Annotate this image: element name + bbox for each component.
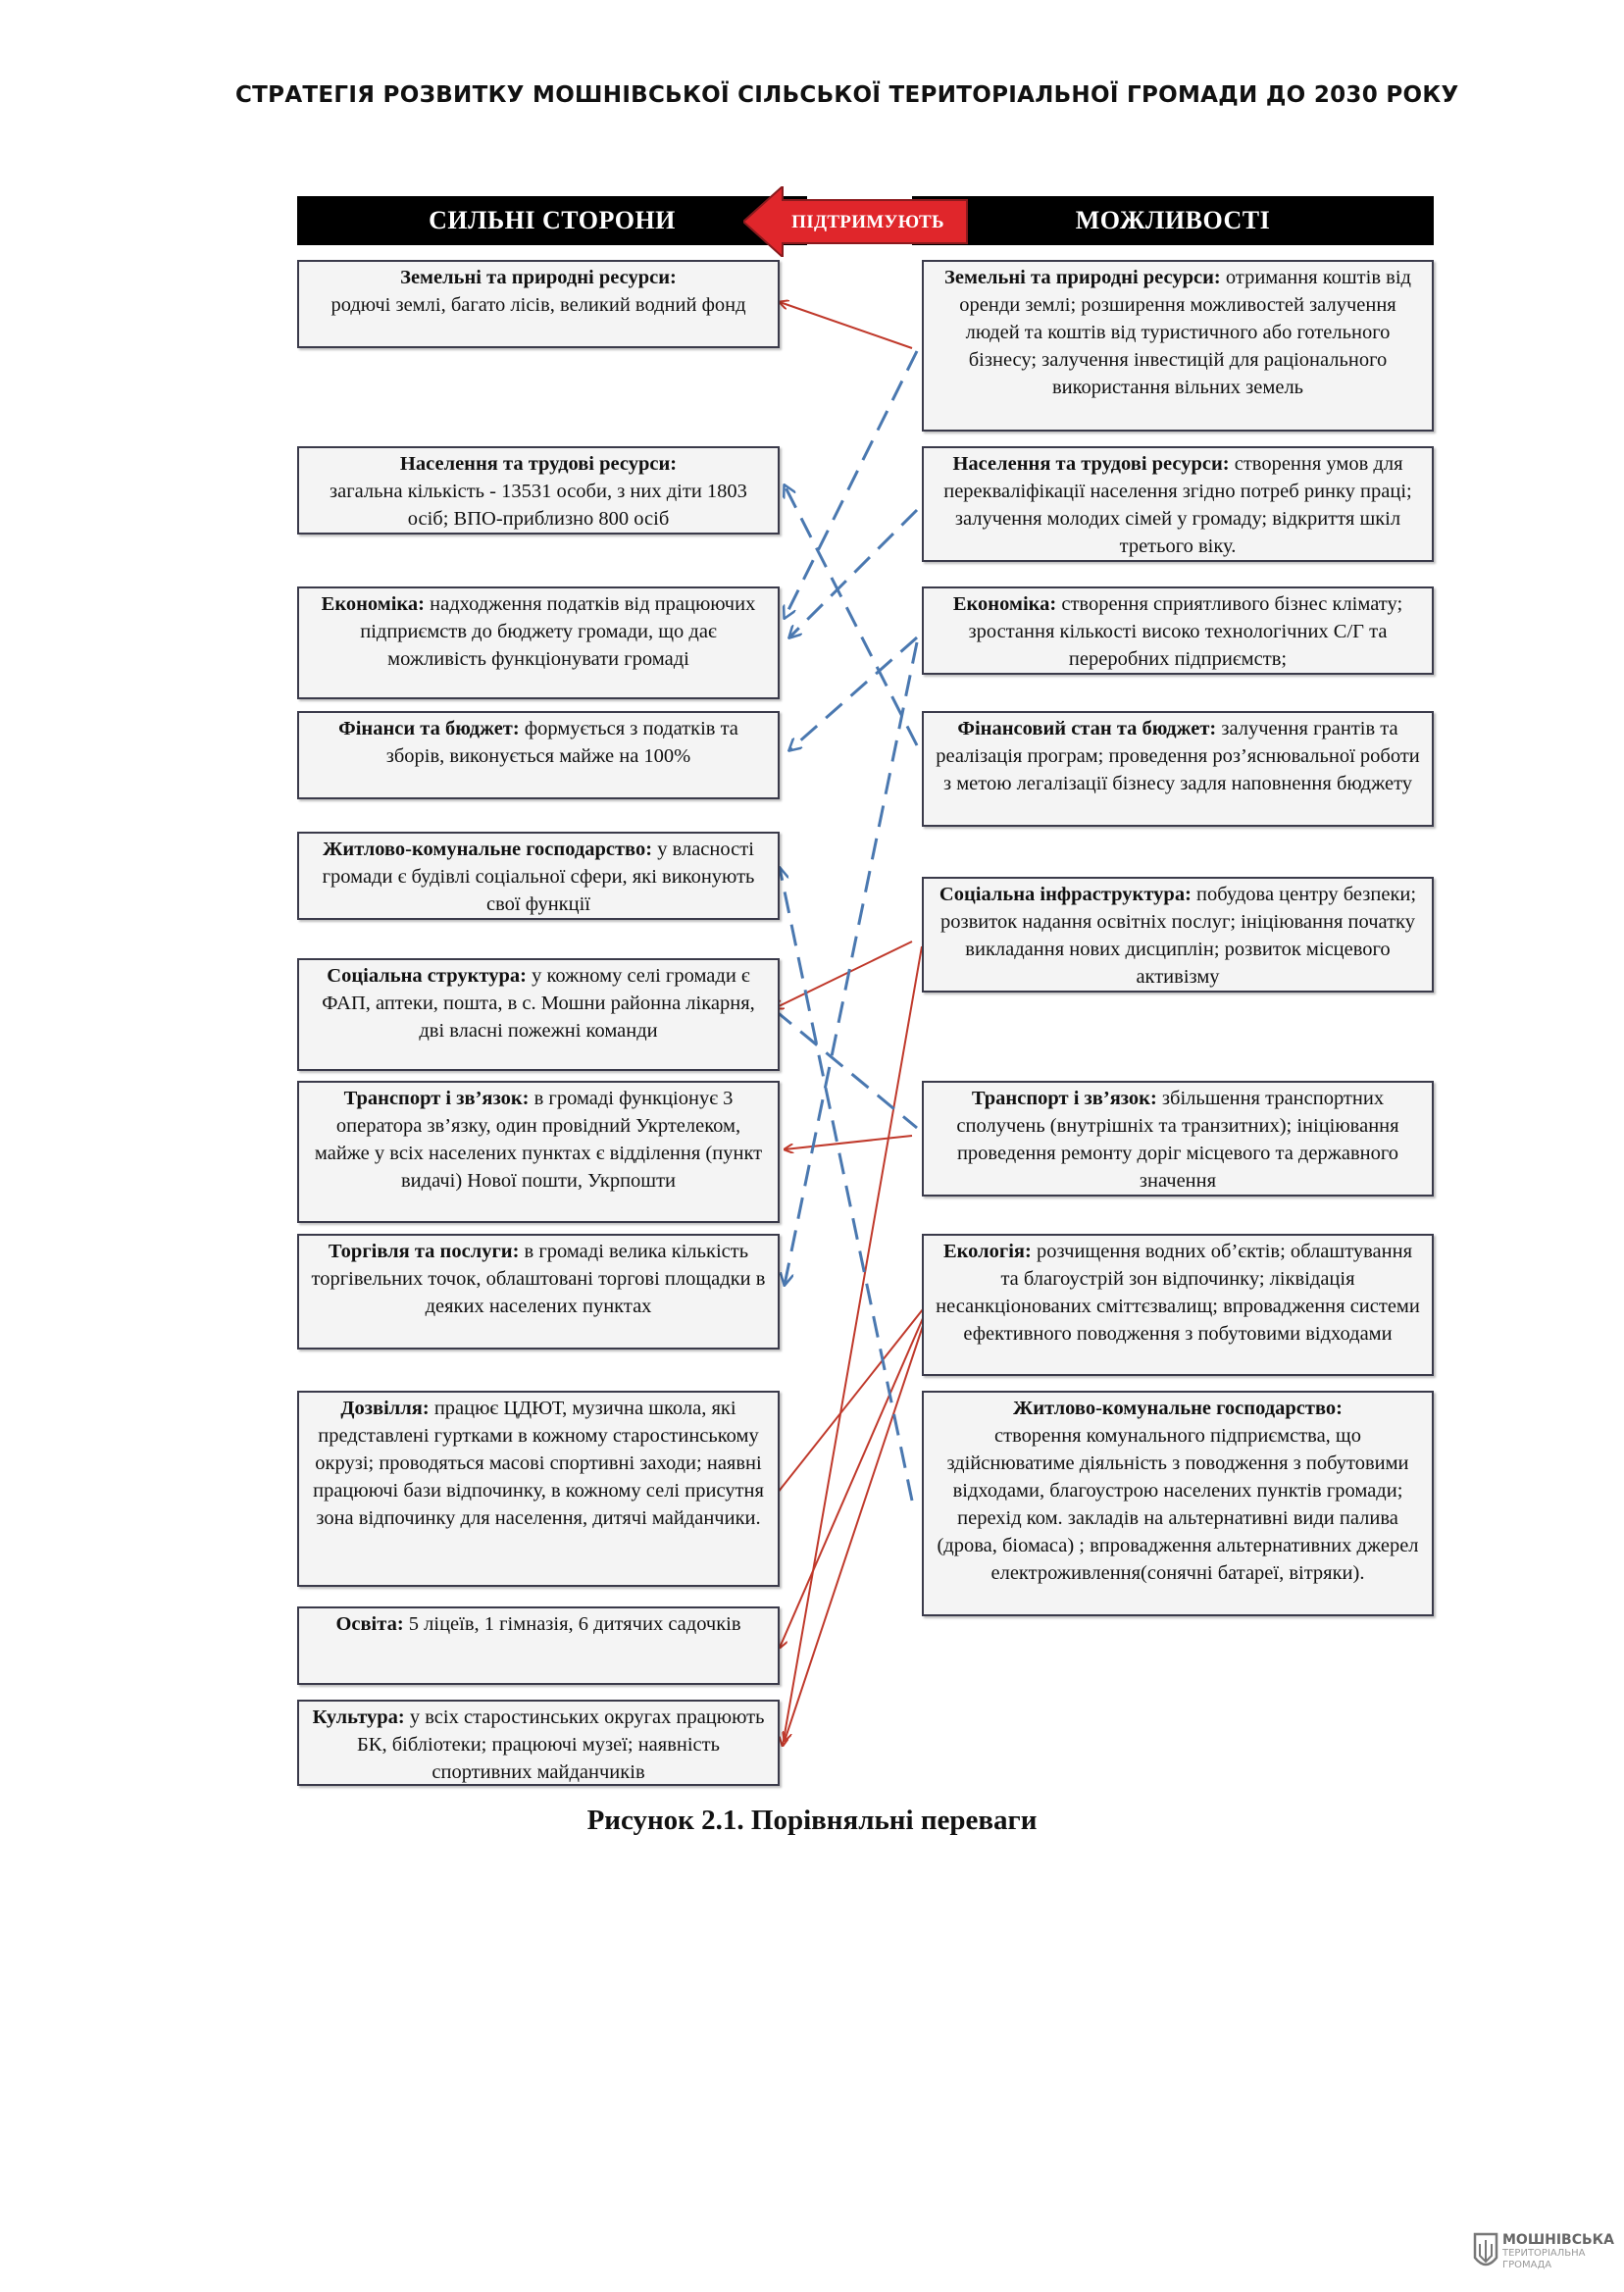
link-red [785,1314,927,1741]
page-header: СТРАТЕГІЯ РОЗВИТКУ МОШНІВСЬКОЇ СІЛЬСЬКОЇ ТЕРИТОРІАЛЬНОЇ ГРОМАДИ ДО 2030 РОКУ [235,82,1459,108]
link-blue [789,510,917,637]
opportunity-text: отримання коштів від оренди землі; розширення можливостей залучення людей та коштів від туристичного або готельного бізнесу; залучення інвестицій для раціонального використання вільних земель [959,267,1411,398]
link-blue [785,642,917,1285]
opportunity-title: Земельні та природні ресурси: [944,267,1221,288]
strength-title: Земельні та природні ресурси: [400,267,677,288]
strengths-column-title: СИЛЬНІ СТОРОНИ [297,196,807,245]
strength-text: родючі землі, багато лісів, великий водний фонд [330,294,746,316]
opportunity-box-housing [922,1391,1434,1616]
strength-title: Торгівля та послуги: [328,1241,520,1262]
strength-box-culture [297,1700,780,1786]
opportunity-title: Транспорт і зв’язок: [971,1088,1157,1109]
strength-box-leisure [297,1391,780,1587]
strength-text: 5 ліцеїв, 1 гімназія, 6 дитячих садочків [408,1613,741,1635]
strength-text: в громаді велика кількість торгівельних точок, облаштовані торгові площадки в деяких населених пунктах [311,1241,766,1317]
opportunities-column-title: МОЖЛИВОСТІ [912,196,1434,245]
strength-box-finance [297,711,780,799]
support-label: ПІДТРИМУЮТЬ [791,212,944,232]
strength-title: Дозвілля: [340,1398,430,1419]
strength-box-transport [297,1081,780,1223]
link-blue [775,1010,917,1128]
opportunity-box-economy [922,586,1434,675]
strength-box-economy [297,586,780,699]
opportunity-title: Фінансовий стан та бюджет: [957,718,1217,739]
opportunity-text: побудова центру безпеки; розвиток надання освітніх послуг; ініціювання початку викладання нових дисциплін; розвиток місцевого активізму [940,884,1417,988]
opportunity-title: Економіка: [952,593,1057,615]
strength-text: у всіх старостинських округах працюють БК, бібліотеки; працюючі музеї; наявність спортивних майданчиків [357,1706,765,1783]
strength-text: в громаді функціонує 3 оператора зв’язку, один провідний Укртелеком, майже у всіх населених пунктах є відділення (пункт видачі) Нової пошти, Укрпошти [314,1088,763,1192]
link-blue [785,485,917,745]
brand-name: МОШНІВСЬКА [1502,2232,1614,2248]
opportunity-text: створення сприятливого бізнес клімату; зростання кількості високо технологічних С/Г та переробних підприємств; [968,593,1403,670]
link-red [785,1136,912,1149]
link-red [783,946,922,1746]
brand-subtitle: ТЕРИТОРІАЛЬНА ГРОМАДА [1502,2248,1586,2270]
strength-text: працює ЦДЮТ, музична школа, які представлені гуртками в кожному старостинському окрузі; проводяться масові спортивні заходи; наявні працюючі бази відпочинку, в кожному селі присутня зона відпочинку для населення, дитячі майданчики. [313,1398,764,1529]
link-red [770,1304,927,1503]
opportunity-text: створення комунального підприємства, що здійснюватиме діяльність з поводження з побутовими відходами, благоустрою населених пунктів громади; перехід ком. закладів на альтернативні види палива (дрова, біомаса) ; впровадження альтернативних джерел електроживлення(сонячні батареї, вітряки). [937,1425,1419,1584]
strength-text: формується з податків та зборів, виконується майже на 100% [385,718,738,767]
opportunity-box-ecology [922,1234,1434,1376]
strength-text: у кожному селі громади є ФАП, аптеки, пошта, в с. Мошни районна лікарня, дві власні пожежні команди [322,965,755,1042]
link-blue [785,351,917,618]
strength-box-trade [297,1234,780,1350]
strength-title: Соціальна структура: [327,965,527,987]
strength-title: Фінанси та бюджет: [338,718,520,739]
opportunity-box-social-infra [922,877,1434,993]
strength-box-social [297,958,780,1071]
strength-title: Освіта: [335,1613,404,1635]
opportunity-box-transport [922,1081,1434,1197]
opportunity-text: створення умов для перекваліфікації населення згідно потреб ринку праці; залучення молодих сімей у громаду; відкриття шкіл третього віку. [943,453,1412,557]
opportunity-box-population [922,446,1434,562]
opportunity-text: збільшення транспортних сполучень (внутрішніх та транзитних); ініціювання проведення ремонту доріг місцевого та державного значення [956,1088,1399,1192]
strength-title: Транспорт і зв’язок: [343,1088,530,1109]
opportunity-title: Соціальна інфраструктура: [939,884,1192,905]
strength-box-land [297,260,780,348]
link-red [775,942,912,1008]
opportunity-box-finance [922,711,1434,827]
opportunity-text: залучення грантів та реалізація програм; проведення роз’яснювальної роботи з метою легалізації бізнесу задля наповнення бюджету [936,718,1420,794]
link-red [780,1309,927,1648]
opportunity-box-land [922,260,1434,432]
strength-text: загальна кількість - 13531 особи, з них діти 1803 осіб; ВПО-приблизно 800 осіб [330,481,747,530]
opportunity-text: розчищення водних об’єктів; облаштування та благоустрій зон відпочинку; ліквідація несанкціонованих сміттєзвалищ; впровадження системи ефективного поводження з побутовими відходами [936,1241,1420,1345]
strength-box-housing [297,832,780,920]
strength-text: надходження податків від працюючих підприємств до бюджету громади, що дає можливість функціонувати громаді [360,593,756,670]
strength-title: Населення та трудові ресурси: [399,453,678,475]
strength-title: Культура: [312,1706,405,1728]
strength-box-education [297,1606,780,1685]
opportunity-title: Населення та трудові ресурси: [952,453,1230,475]
link-blue [780,868,912,1501]
strength-title: Житлово-комунальне господарство: [323,839,653,860]
link-blue [789,637,917,750]
link-red [780,302,912,348]
figure-caption: Рисунок 2.1. Порівняльні переваги [586,1805,1038,1836]
opportunity-title: Житлово-комунальне господарство: [1013,1398,1343,1419]
strength-title: Економіка: [321,593,426,615]
opportunity-title: Екологія: [942,1241,1032,1262]
strength-box-population [297,446,780,535]
strength-text: у власності громади є будівлі соціальної сфери, які виконують свої функції [322,839,755,915]
